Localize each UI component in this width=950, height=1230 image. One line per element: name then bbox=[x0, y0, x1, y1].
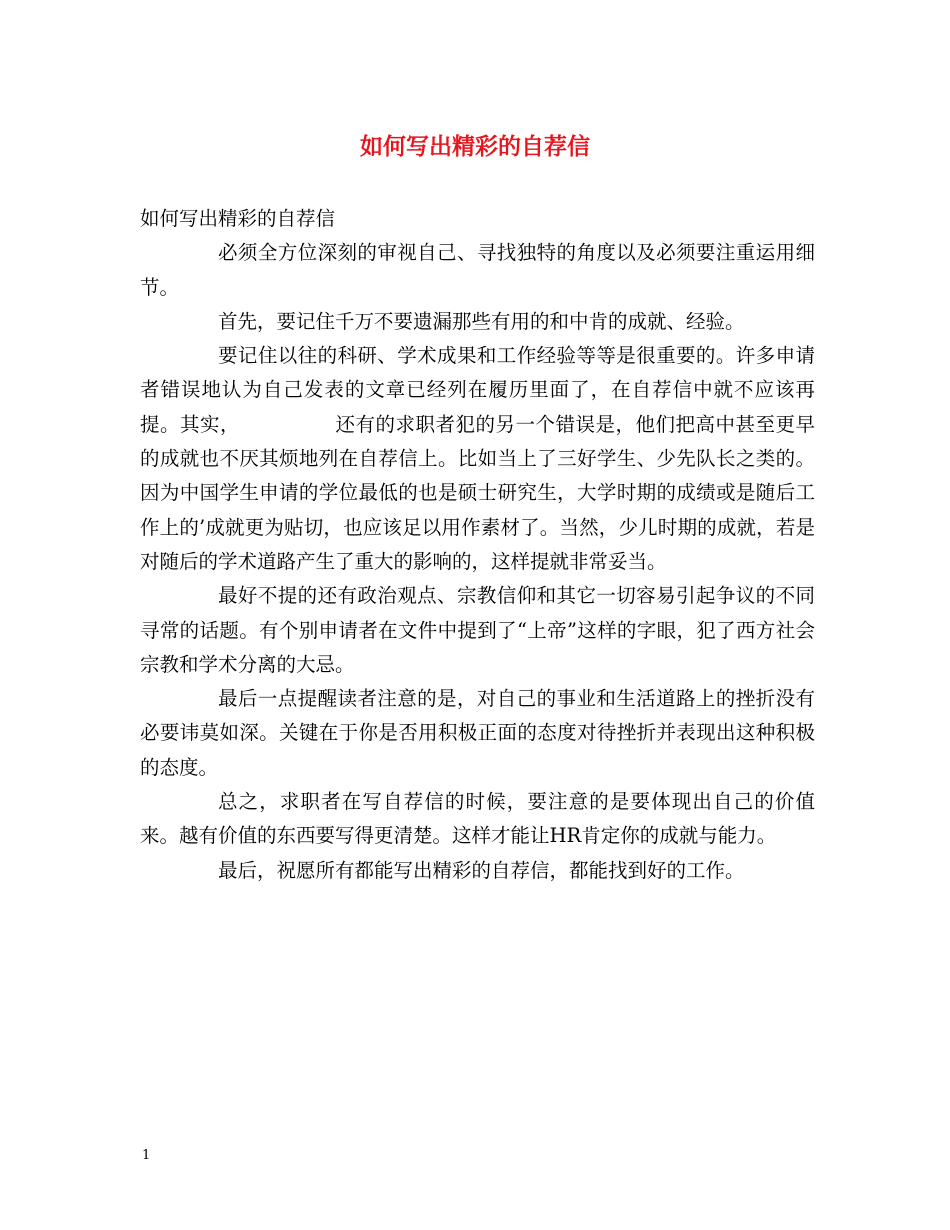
paragraph-3-part-2: 还有的求职者犯的另一个错误是，他们把高中甚至更早的成就也不厌其烦地列在自荐信上。比如当上了三好学生、少先队长之类的。因为中国学生申请的学位最低的也是硕士研究生，大学时期的成绩或是随后工作上的’成就更为贴切，也应该足以用作素材了。当然，少儿时期的成就，若是对随后的学术道路产生了重大的影响的，这样提就非常妥当。 bbox=[140, 412, 815, 573]
paragraph-6: 总之，求职者在写自荐信的时候，要注意的是要体现出自己的价值来。越有价值的东西要写得更清楚。这样才能让HR肯定你的成就与能力。 bbox=[140, 790, 815, 848]
paragraph-5: 最后一点提醒读者注意的是，对自己的事业和生活道路上的挫折没有必要讳莫如深。关键在于你是否用积极正面的态度对待挫折并表现出这种积极的态度。 bbox=[140, 687, 815, 779]
body-heading: 如何写出精彩的自荐信 bbox=[140, 207, 336, 230]
paragraph-1: 必须全方位深刻的审视自己、寻找独特的角度以及必须要注重运用细节。 bbox=[140, 241, 815, 299]
paragraph-3 bbox=[140, 339, 815, 579]
paragraph-4: 最好不提的还有政治观点、宗教信仰和其它一切容易引起争议的不同寻常的话题。有个别申请者在文件中提到了“上帝”这样的字眼，犯了西方社会宗教和学术分离的大忌。 bbox=[140, 584, 815, 676]
paragraph-7: 最后，祝愿所有都能写出精彩的自荐信，都能找到好的工作。 bbox=[218, 858, 745, 882]
paragraph-3-part-1: 要记住以往的科研、学术成果和工作经验等等是很重要的。许多申请者错误地认为自己发表的文章已经列在履历里面了，在自荐信中就不应该再提。其实， bbox=[140, 344, 815, 436]
paragraph-2: 首先，要记住千万不要遗漏那些有用的和中肯的成就、经验。 bbox=[218, 309, 745, 333]
page-number: 1 bbox=[142, 1148, 151, 1163]
document-title: 如何写出精彩的自荐信 bbox=[360, 133, 590, 160]
document-body bbox=[140, 202, 815, 888]
